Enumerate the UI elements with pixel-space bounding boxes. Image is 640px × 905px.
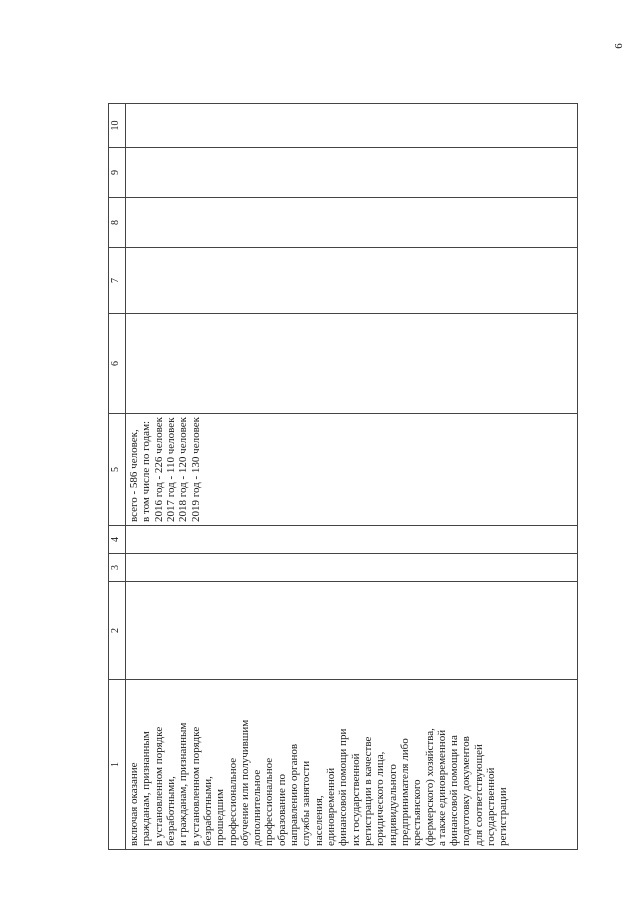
column-header: 4 bbox=[109, 526, 126, 554]
table-row bbox=[126, 104, 578, 850]
description-line: а также единовременной bbox=[435, 729, 448, 846]
description-line: дополнительное bbox=[251, 769, 264, 846]
page-number: 6 bbox=[612, 43, 625, 49]
description-line: для соответствующей bbox=[472, 744, 485, 846]
description-line: направлению органов bbox=[288, 743, 301, 846]
description-line: регистрации в качестве bbox=[361, 736, 374, 846]
rotated-page-content bbox=[108, 104, 578, 850]
description-line: государственной bbox=[485, 767, 498, 846]
column-header: 8 bbox=[109, 198, 126, 248]
table-header-row bbox=[109, 104, 126, 850]
column-header: 1 bbox=[109, 680, 126, 850]
value-line: в том числе по годам: bbox=[140, 420, 153, 522]
column-header: 6 bbox=[109, 314, 126, 414]
description-line: индивидуального bbox=[386, 764, 399, 846]
target-values-cell bbox=[126, 414, 578, 526]
column-header: 10 bbox=[109, 104, 126, 148]
document-table bbox=[108, 103, 578, 850]
description-line: профессиональное bbox=[263, 757, 276, 846]
column-header: 2 bbox=[109, 582, 126, 680]
value-line: 2019 год - 130 человек bbox=[189, 417, 202, 522]
description-line: профессиональное bbox=[226, 757, 239, 846]
description-line: безработными, bbox=[164, 776, 177, 846]
description-line: крестьянского bbox=[411, 779, 424, 846]
empty-cell bbox=[126, 198, 578, 248]
value-line: 2018 год - 120 человек bbox=[177, 417, 190, 522]
description-line: (фермерского) хозяйства, bbox=[423, 728, 436, 846]
description-line: предпринимателя либо bbox=[398, 738, 411, 846]
empty-cell bbox=[126, 554, 578, 582]
empty-cell bbox=[126, 582, 578, 680]
value-line: 2016 год - 226 человек bbox=[152, 417, 165, 522]
description-line: обучение или получившим bbox=[238, 719, 251, 846]
description-line: регистрации bbox=[497, 787, 510, 846]
empty-cell bbox=[126, 148, 578, 198]
value-line: 2017 год - 110 человек bbox=[164, 417, 177, 522]
empty-cell bbox=[126, 248, 578, 314]
description-line: юридического лица, bbox=[374, 751, 387, 846]
description-cell bbox=[126, 680, 578, 850]
description-line: прошедшим bbox=[214, 788, 227, 846]
column-header: 3 bbox=[109, 554, 126, 582]
empty-cell bbox=[126, 526, 578, 554]
description-line: включая оказание bbox=[128, 762, 140, 846]
value-line: всего - 586 человек, bbox=[128, 429, 140, 522]
column-header: 5 bbox=[109, 414, 126, 526]
description-line: службы занятости bbox=[300, 760, 313, 846]
description-line: финансовой помощи при bbox=[337, 728, 350, 846]
description-line: в установленном порядке bbox=[152, 726, 165, 846]
description-line: в установленном порядке bbox=[189, 726, 202, 846]
description-line: образование по bbox=[275, 774, 288, 846]
empty-cell bbox=[126, 314, 578, 414]
description-line: гражданам, признанным bbox=[140, 731, 153, 846]
description-line: населения, bbox=[312, 795, 325, 846]
description-line: подготовку документов bbox=[460, 736, 473, 846]
description-line: финансовой помощи на bbox=[448, 735, 461, 846]
description-line: единовременной bbox=[325, 767, 337, 846]
empty-cell bbox=[126, 104, 578, 148]
description-line: и гражданам, признанным bbox=[177, 722, 190, 846]
column-header: 7 bbox=[109, 248, 126, 314]
column-header: 9 bbox=[109, 148, 126, 198]
description-line: их государственной bbox=[349, 753, 362, 846]
description-line: безработными, bbox=[201, 776, 214, 846]
